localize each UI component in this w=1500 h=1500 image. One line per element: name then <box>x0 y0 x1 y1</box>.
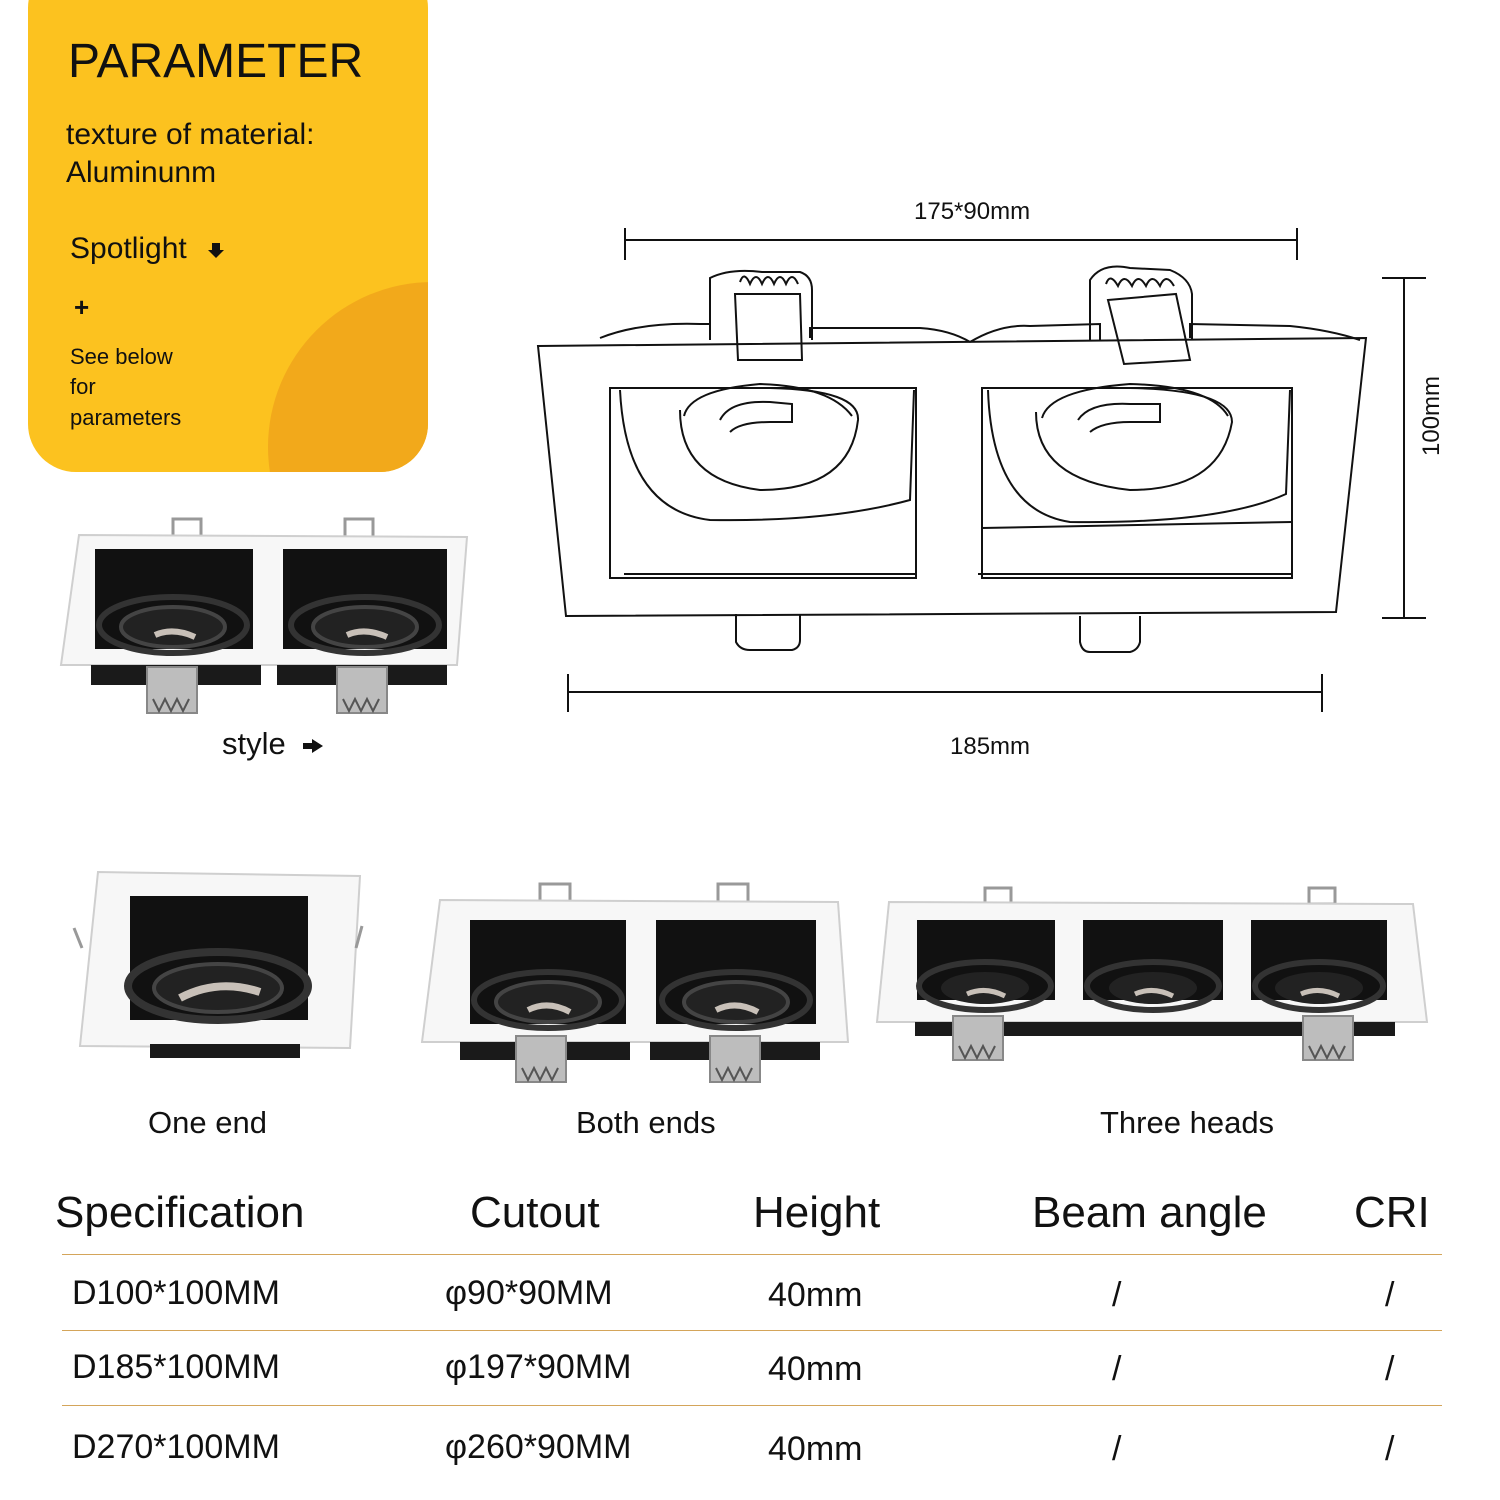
see-below-line2: for <box>70 374 96 399</box>
parameter-card <box>28 0 428 472</box>
see-below-line1: See below <box>70 344 173 369</box>
style-caption-row <box>222 726 324 762</box>
header-beam-angle: Beam angle <box>1032 1188 1267 1237</box>
cell-cri: / <box>1385 1350 1395 1388</box>
cell-height: 40mm <box>768 1430 863 1468</box>
both-ends-caption: Both ends <box>576 1105 716 1140</box>
cell-cri: / <box>1385 1276 1395 1314</box>
one-end-caption: One end <box>148 1105 267 1140</box>
header-cri: CRI <box>1354 1188 1430 1237</box>
cell-cutout: φ197*90MM <box>445 1348 632 1386</box>
cell-cutout: φ260*90MM <box>445 1428 632 1466</box>
spotlight-label: Spotlight <box>70 232 187 265</box>
style-caption: style <box>222 726 286 761</box>
cell-height: 40mm <box>768 1350 863 1388</box>
cell-cri: / <box>1385 1430 1395 1468</box>
spotlight-label-row <box>70 232 225 266</box>
cell-height: 40mm <box>768 1276 863 1314</box>
decorative-circle <box>268 282 428 472</box>
length-dimension-label: 185mm <box>950 733 1031 760</box>
see-below-line3: parameters <box>70 405 182 430</box>
table-divider <box>62 1405 1442 1406</box>
arrow-down-icon <box>207 241 225 259</box>
cell-cutout: φ90*90MM <box>445 1274 613 1312</box>
height-dimension-label: 100mm <box>1418 375 1445 456</box>
three-heads-photo <box>875 886 1430 1066</box>
dimension-drawing <box>530 190 1460 770</box>
cell-specification: D100*100MM <box>72 1274 280 1312</box>
arrow-right-icon <box>302 738 324 754</box>
width-dimension-label: 175*90mm <box>914 198 1031 225</box>
style-double-photo <box>55 515 475 720</box>
plus-sign: + <box>74 292 90 322</box>
material-label: texture of material: <box>66 118 315 151</box>
header-cutout: Cutout <box>470 1188 600 1237</box>
cell-beam-angle: / <box>1112 1430 1122 1468</box>
table-divider <box>62 1254 1442 1255</box>
cell-beam-angle: / <box>1112 1276 1122 1314</box>
cell-beam-angle: / <box>1112 1350 1122 1388</box>
cell-specification: D270*100MM <box>72 1428 280 1466</box>
three-heads-caption: Three heads <box>1100 1105 1275 1140</box>
header-specification: Specification <box>55 1188 305 1237</box>
header-height: Height <box>753 1188 881 1237</box>
cell-specification: D185*100MM <box>72 1348 280 1386</box>
parameter-title: PARAMETER <box>68 35 364 88</box>
one-end-photo <box>70 868 370 1063</box>
both-ends-photo <box>420 880 850 1085</box>
table-divider <box>62 1330 1442 1331</box>
material-value: Aluminunm <box>66 156 217 189</box>
